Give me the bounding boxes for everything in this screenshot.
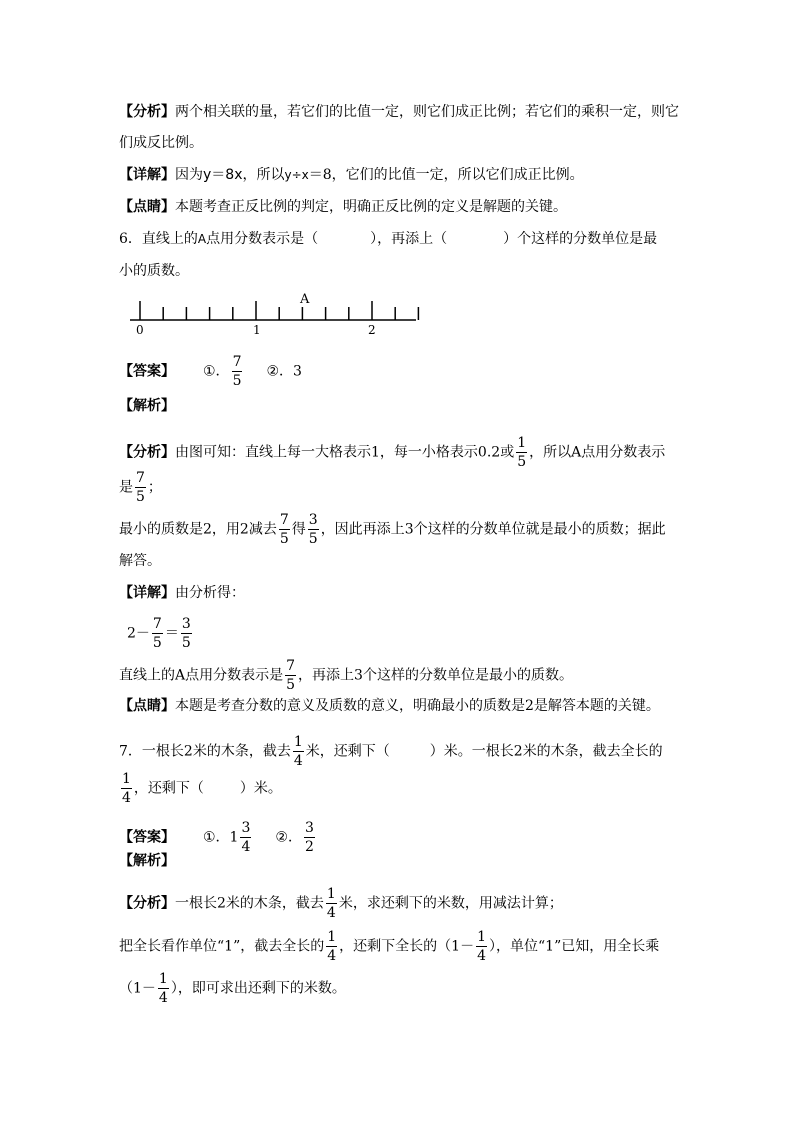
number-line-label-0: 0	[136, 323, 144, 336]
q7-answer-tag: 【答案】	[119, 829, 175, 846]
analysis-text-cont: 们成反比例。	[119, 135, 203, 151]
q6-c-fraction: $\frac{7}{5}$	[286, 658, 296, 693]
q6-comment-a: 本题是考查分数的意义及质数的意义，明确最小的质数是	[175, 698, 525, 714]
q7-stem-d: 米，还剩下（	[305, 743, 390, 760]
analysis-line-2	[119, 133, 203, 153]
q7-fx2-b: ，还剩下全长的（1－	[339, 938, 475, 955]
q6-c-f: 3	[354, 667, 363, 684]
q7-fx3-b: ），即可求出还剩下的米数。	[170, 980, 346, 997]
q7-stem-b: 2	[183, 743, 193, 760]
q7-fx-fraction: $\frac{1}{4}$	[326, 886, 336, 921]
q6-analysis-b: 1，每一小格表示	[371, 444, 478, 461]
q6-answer-line	[119, 355, 302, 388]
q6-analysis-line-4	[119, 551, 161, 571]
q7-stem2-a: ，还剩下（	[133, 780, 204, 797]
q6-eq-fraction-2: $\frac{3}{5}$	[181, 616, 191, 651]
q7-answer-2-fraction: $\frac{3}{2}$	[304, 820, 314, 855]
q6-analysis-g: 点用分数表示	[581, 444, 666, 461]
detail-tag: 【详解】	[119, 167, 175, 183]
q7-analysis-line-2	[119, 930, 659, 963]
q7-analysis-line-3	[119, 972, 346, 1005]
q6-analysis4: 解答。	[119, 553, 161, 569]
q7-jiexi-tag: 【解析】	[119, 853, 175, 869]
q6-eq-fraction-1: $\frac{7}{5}$	[152, 616, 162, 651]
q7-stem-line-2	[119, 772, 282, 805]
q6-stem-d: ），再添上（	[370, 231, 448, 247]
q7-answer-2-label: ②．	[275, 829, 302, 846]
q7-fx2-c: ），单位“1”已知，用全长乘	[489, 938, 660, 955]
number-line-ticks	[140, 301, 418, 320]
q7-fx-a: 一根长	[175, 895, 217, 912]
detail-line	[119, 165, 584, 185]
q6-analysis-a: 由图可知：直线上每一大格表示	[175, 444, 371, 461]
q7-fx-c: 米的木条，截去	[225, 895, 324, 912]
q6-analysis3-e: 得	[291, 521, 306, 538]
q7-stem-g: 米的木条，截去全长的	[522, 743, 663, 760]
q6-analysis3-fraction-2: $\frac{3}{5}$	[308, 512, 318, 547]
q6-eq-a: 2－	[127, 625, 150, 642]
q6-detail-text: 由分析得：	[175, 585, 245, 601]
q7-fx-b: 2	[217, 895, 226, 912]
number-line-marker-a: A	[300, 292, 310, 307]
q7-fx2-fraction-1: $\frac{1}{4}$	[327, 929, 337, 964]
q7-answer-1-label: ①．1	[203, 829, 239, 846]
q6-c-a: 直线上的	[119, 667, 175, 684]
detail-text-a: 因为	[175, 167, 203, 183]
q6-stem-cont: 小的质数。	[119, 263, 189, 279]
analysis-text: 两个相关联的量，若它们的比值一定，则它们成正比例；若它们的乘积一定，则它	[175, 104, 679, 120]
q6-detail-line	[119, 583, 245, 603]
q6-stem-a: 6．直线上的	[119, 231, 198, 247]
q6-answer-tag: 【答案】	[119, 363, 175, 380]
q6-jiexi-tag: 【解析】	[119, 398, 175, 414]
q6-analysis3-d: 减去	[248, 521, 277, 538]
q6-analysis-fraction: $\frac{1}{5}$	[517, 435, 527, 470]
detail-text-c: ，所以	[242, 167, 285, 183]
number-line-label-1: 1	[253, 323, 261, 336]
q6-analysis2-a: 是	[119, 479, 133, 496]
q6-stem-line-2	[119, 261, 189, 281]
q7-analysis-line-1	[119, 887, 563, 920]
q6-comment-b: 2	[525, 698, 534, 714]
q6-analysis3-a: 最小的质数是	[119, 521, 203, 538]
analysis-line-1	[119, 102, 679, 122]
comment-line	[119, 197, 567, 217]
q7-jiexi-line	[119, 851, 175, 871]
q6-analysis-c: 0.2	[477, 444, 501, 461]
q7-fx-d: 米，求还剩下的米数，用减法计算；	[338, 895, 563, 912]
detail-equation: y＝8x	[203, 167, 243, 183]
q6-equation	[127, 617, 194, 650]
q6-analysis-e: ，所以	[529, 444, 572, 461]
q6-analysis3-b: 2，用	[203, 521, 240, 538]
q6-stem-e: ）个这样的分数单位是最	[503, 231, 658, 247]
q6-analysis-tag: 【分析】	[119, 444, 175, 461]
q6-answer-2: ②．3	[266, 363, 302, 380]
q6-c-e: ，再添上	[298, 667, 355, 684]
analysis-tag: 【分析】	[119, 104, 175, 120]
q6-detail-tag: 【详解】	[119, 585, 175, 601]
q6-analysis3-h: 个这样的分数单位就是最小的质数；据此	[413, 521, 666, 538]
q6-answer-1-fraction: $\frac{7}{5}$	[232, 354, 242, 389]
q7-stem2-b: ）米。	[239, 780, 282, 797]
q7-stem-e: ）米。一根长	[429, 743, 514, 760]
q6-analysis3-c: 2	[239, 521, 249, 538]
q6-point-a: A	[197, 232, 207, 246]
q6-analysis2-fraction: $\frac{7}{5}$	[136, 470, 145, 505]
q6-analysis2-b: ；	[147, 479, 162, 496]
q7-fx3-a: （1－	[119, 980, 156, 997]
comment-tag: 【点睛】	[119, 199, 175, 215]
number-line-figure	[120, 290, 430, 336]
q7-stem-fraction: $\frac{1}{4}$	[293, 734, 303, 769]
q7-stem-c: 米的木条，截去	[192, 743, 291, 760]
q6-analysis-line-1	[119, 436, 665, 469]
q7-analysis-tag: 【分析】	[119, 895, 175, 912]
q6-stem-c: 点用分数表示是（	[206, 231, 319, 247]
q7-answer-line	[119, 821, 317, 854]
q6-jiexi-line	[119, 396, 175, 416]
detail-ratio: y÷x	[284, 168, 309, 182]
q6-c-c: 点用分数表示是	[185, 667, 284, 684]
q7-stem-f: 2	[513, 743, 523, 760]
q6-analysis3-g: 3	[404, 521, 414, 538]
q6-comment-c: 是解答本题的关键。	[533, 698, 660, 714]
q6-comment-line	[119, 696, 660, 716]
q6-analysis-line-2	[119, 471, 162, 504]
comment-text: 本题考查正反比例的判定，明确正反比例的定义是解题的关键。	[175, 199, 567, 215]
q6-analysis3-fraction-1: $\frac{7}{5}$	[279, 512, 289, 547]
q7-fx2-a: 把全长看作单位“1”，截去全长的	[119, 938, 325, 955]
q6-comment-tag: 【点睛】	[119, 698, 175, 714]
q7-answer-1-fraction: $\frac{3}{4}$	[241, 820, 251, 855]
q6-eq-equals: ＝	[164, 625, 179, 642]
q6-analysis3-f: ，因此再添上	[320, 521, 405, 538]
q7-stem-a: 7．一根长	[119, 743, 184, 760]
q6-analysis-d: 或	[500, 444, 515, 461]
q7-stem-line-1	[119, 735, 663, 768]
number-line-label-2: 2	[368, 323, 376, 336]
q6-answer-1-label: ①．	[203, 363, 230, 380]
detail-text-e: ＝8，它们的比值一定，所以它们成正比例。	[308, 167, 584, 183]
q6-analysis-line-3	[119, 513, 666, 546]
q6-conclusion-line	[119, 659, 573, 692]
q6-analysis-f: A	[571, 444, 582, 461]
q7-fx2-fraction-2: $\frac{1}{4}$	[477, 929, 486, 964]
q6-stem-line-1	[119, 229, 657, 249]
q6-c-g: 个这样的分数单位是最小的质数。	[362, 667, 573, 684]
q6-c-b: A	[175, 667, 186, 684]
q7-stem2-fraction: $\frac{1}{4}$	[122, 771, 131, 806]
q7-fx3-fraction: $\frac{1}{4}$	[158, 971, 168, 1006]
